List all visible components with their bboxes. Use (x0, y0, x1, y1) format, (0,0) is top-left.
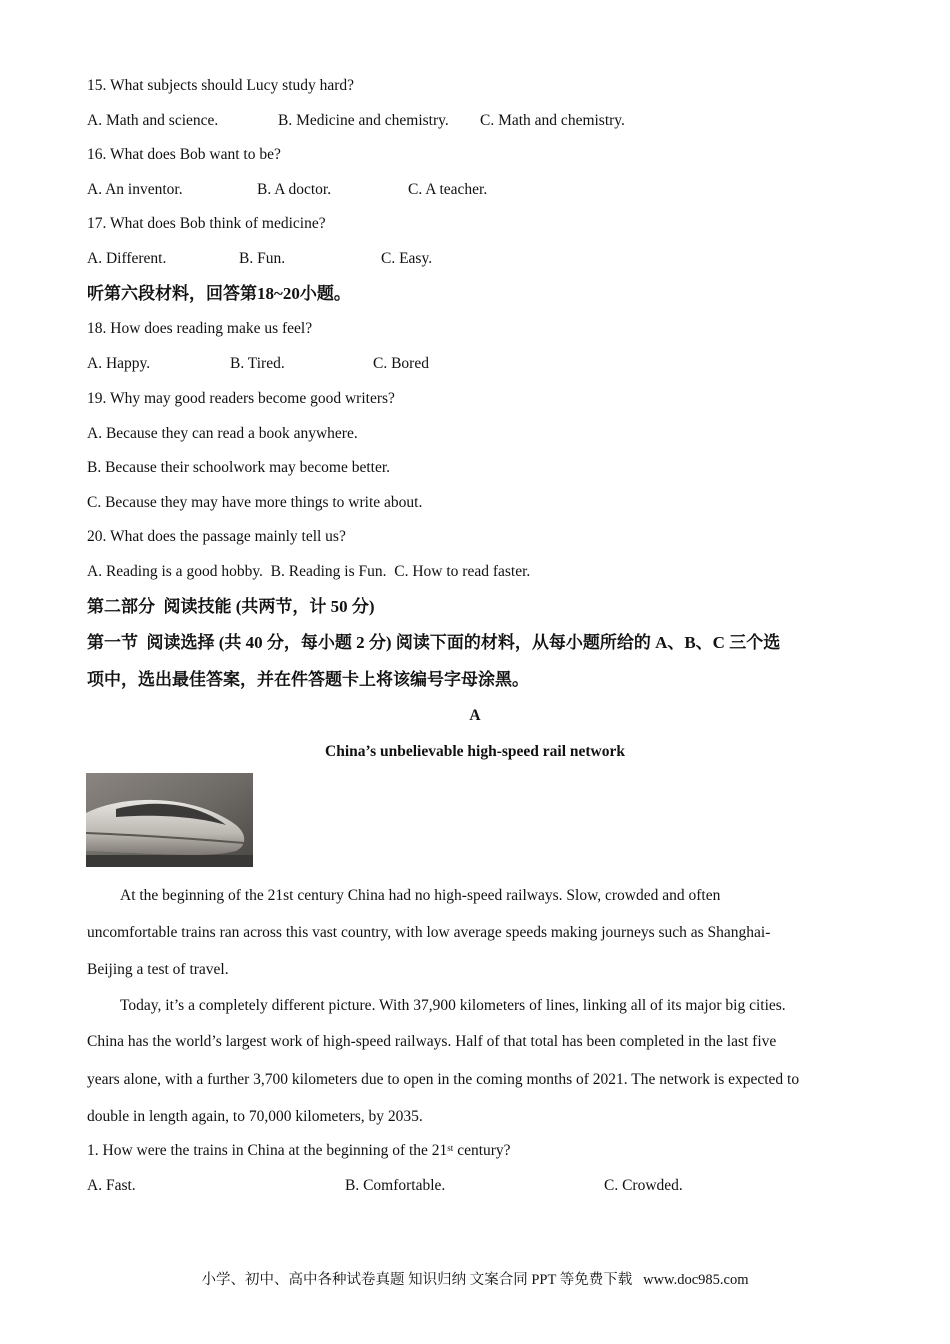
question-15-stem: 15. What subjects should Lucy study hard? (87, 77, 355, 94)
question-1-stem-end: century? (453, 1142, 511, 1159)
question-17-stem: 17. What does Bob think of medicine? (87, 215, 326, 232)
section-one-instructions-line2: 项中，选出最佳答案，并在件答题卡上将该编号字母涂黑。 (87, 670, 529, 689)
question-17-option-c: C. Easy. (381, 250, 433, 267)
passage-letter: A (469, 707, 481, 724)
question-1-option-a: A. Fast. (87, 1177, 136, 1194)
question-19-stem: 19. Why may good readers become good writers? (87, 390, 395, 407)
question-16-option-c: C. A teacher. (408, 181, 488, 198)
question-16-option-a: A. An inventor. (87, 181, 183, 198)
paragraph-line: years alone, with a further 3,700 kilometers due to open in the coming months of 2021. The network is expected to (87, 1071, 800, 1088)
paragraph-line: At the beginning of the 21st century China had no high-speed railways. Slow, crowded and often (120, 887, 721, 904)
question-17-option-a: A. Different. (87, 250, 167, 267)
question-16-option-b: B. A doctor. (257, 181, 332, 198)
question-20-stem: 20. What does the passage mainly tell us? (87, 528, 346, 545)
question-18-option-c: C. Bored (373, 355, 429, 372)
question-17-option-b: B. Fun. (239, 250, 286, 267)
paragraph-line: uncomfortable trains ran across this vast country, with low average speeds making journeys such as Shanghai- (87, 924, 771, 941)
section-six-heading: 听第六段材料，回答第18~20小题。 (87, 284, 351, 303)
question-19-option-a: A. Because they can read a book anywhere. (87, 425, 358, 442)
page-footer: 小学、初中、高中各种试卷真题 知识归纳 文案合同 PPT 等免费下载 www.doc985.com (201, 1272, 749, 1288)
paragraph-line: double in length again, to 70,000 kilometers, by 2035. (87, 1108, 423, 1125)
question-15-option-b: B. Medicine and chemistry. (278, 112, 449, 129)
question-1-stem-text: 1. How were the trains in China at the beginning of the 21 (87, 1142, 448, 1159)
paragraph-line: Beijing a test of travel. (87, 961, 229, 978)
paragraph-line: China has the world’s largest work of high-speed railways. Half of that total has been completed in the last five (87, 1033, 777, 1050)
question-15-option-a: A. Math and science. (87, 112, 219, 129)
question-19-option-c: C. Because they may have more things to write about. (87, 494, 423, 511)
passage-title: China’s unbelievable high-speed rail network (325, 743, 625, 760)
paragraph-line: Today, it’s a completely different picture. With 37,900 kilometers of lines, linking all of its major big cities. (120, 997, 786, 1014)
train-photo (86, 773, 253, 867)
question-18-stem: 18. How does reading make us feel? (87, 320, 313, 337)
question-15-option-c: C. Math and chemistry. (480, 112, 625, 129)
question-1-option-c: C. Crowded. (604, 1177, 683, 1194)
question-1-option-b: B. Comfortable. (345, 1177, 446, 1194)
question-16-stem: 16. What does Bob want to be? (87, 146, 281, 163)
question-1-stem-superscript: st (447, 1143, 454, 1153)
question-20-options: A. Reading is a good hobby. B. Reading is Fun. C. How to read faster. (87, 563, 531, 580)
section-one-instructions-line1: 第一节 阅读选择 (共 40 分，每小题 2 分) 阅读下面的材料，从每小题所给的 A、B、C 三个选 (87, 633, 781, 652)
question-1-stem (87, 1141, 511, 1161)
question-18-option-a: A. Happy. (87, 355, 151, 372)
part-two-heading: 第二部分 阅读技能 (共两节，计 50 分) (87, 597, 375, 616)
question-18-option-b: B. Tired. (230, 355, 285, 372)
question-19-option-b: B. Because their schoolwork may become better. (87, 459, 391, 476)
